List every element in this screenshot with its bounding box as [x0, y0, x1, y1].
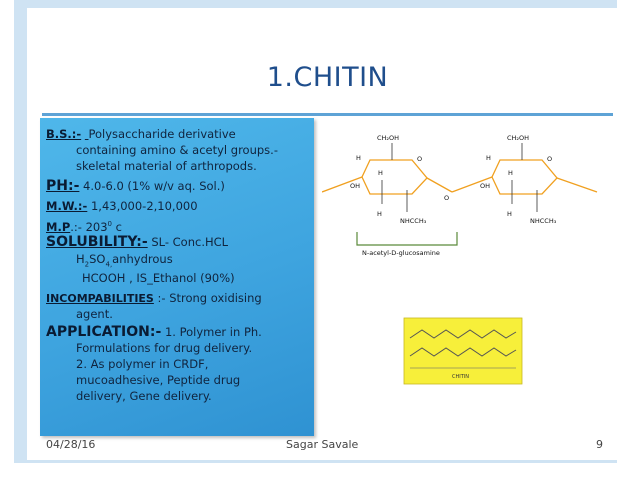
- incompatibilities-label: INCOMPABILITIES: [46, 292, 154, 305]
- o-label-2: O: [547, 155, 553, 163]
- sol-so: SO: [89, 252, 106, 266]
- h-label-3: H: [486, 154, 491, 162]
- bs-row: [46, 126, 308, 142]
- nhccch3-label-2: NHCCH₃: [530, 217, 557, 225]
- chitin-chain-image: [322, 270, 612, 438]
- sol-anhydrous: anhydrous: [112, 252, 173, 266]
- nhccch3-label-1: NHCCH₃: [400, 217, 427, 225]
- h-label-1: H: [356, 154, 361, 162]
- solubility-text: SL- Conc.HCL: [151, 235, 229, 249]
- structure-caption: N-acetyl-D-glucosamine: [362, 249, 440, 257]
- mp-sup: 0: [107, 220, 113, 228]
- slide-title: 1.CHITIN: [266, 62, 389, 93]
- h-label-2: H: [378, 169, 383, 177]
- footer-page-number: 9: [596, 438, 603, 451]
- mw-text: 1,43,000-2,10,000: [90, 199, 198, 213]
- ph-text: 4.0-6.0 (1% w/v aq. Sol.): [83, 179, 225, 193]
- application-row: [46, 324, 308, 340]
- h-label-6: H: [507, 210, 512, 218]
- h-label-4: H: [508, 169, 513, 177]
- oh-label-2: OH: [480, 182, 491, 190]
- incompatibilities-row: [46, 290, 308, 307]
- title-divider: [42, 113, 613, 116]
- application-text-3: 2. As polymer in CRDF,: [76, 357, 209, 371]
- solubility-label: SOLUBILITY:-: [46, 234, 148, 250]
- application-text-2: Formulations for drug delivery.: [76, 341, 253, 355]
- content-box: [40, 118, 314, 436]
- bs-text-3: skeletal material of arthropods.: [76, 159, 257, 173]
- footer-author: Sagar Savale: [286, 438, 359, 451]
- chitin-structure-image: [322, 120, 612, 265]
- ch2oh-label-1: CH₂OH: [377, 134, 400, 142]
- solubility-line3: HCOOH , IS_Ethanol (90%): [82, 271, 235, 285]
- application-label: APPLICATION:-: [46, 324, 162, 340]
- bs-label: B.S.:-: [46, 127, 82, 141]
- sol-sub2: 4,: [105, 260, 113, 269]
- bs-text: Polysaccharide derivative: [88, 127, 236, 141]
- ch2oh-label-2: CH₂OH: [507, 134, 530, 142]
- solubility-row: [46, 234, 308, 250]
- application-text-4: mucoadhesive, Peptide drug: [76, 373, 241, 387]
- sol-sub1: 2: [84, 260, 90, 269]
- footer-date: 04/28/16: [46, 438, 96, 451]
- incompatibilities-text-2: agent.: [76, 307, 113, 321]
- incompatibilities-text: :- Strong oxidising: [157, 291, 262, 305]
- bs-text-2: containing amino & acetyl groups.-: [76, 143, 278, 157]
- h-label-5: H: [377, 210, 382, 218]
- o-label-3: O: [444, 194, 450, 202]
- sol-h: H: [76, 252, 85, 266]
- application-text: 1. Polymer in Ph.: [164, 325, 262, 339]
- mw-row: [46, 198, 308, 214]
- title-band: [42, 22, 613, 114]
- mp-label: M.P: [46, 219, 71, 234]
- oh-label-1: OH: [350, 182, 361, 190]
- ph-label: PH:-: [46, 178, 80, 194]
- o-label-1: O: [417, 155, 423, 163]
- mw-label: M.W.:-: [46, 199, 88, 213]
- ph-row: [46, 178, 308, 194]
- mp-unit: c: [115, 219, 122, 234]
- mp-row: [46, 216, 308, 235]
- application-text-5: delivery, Gene delivery.: [76, 389, 212, 403]
- chain-caption: CHITIN: [452, 374, 469, 380]
- mp-text: .:- 203: [70, 219, 108, 234]
